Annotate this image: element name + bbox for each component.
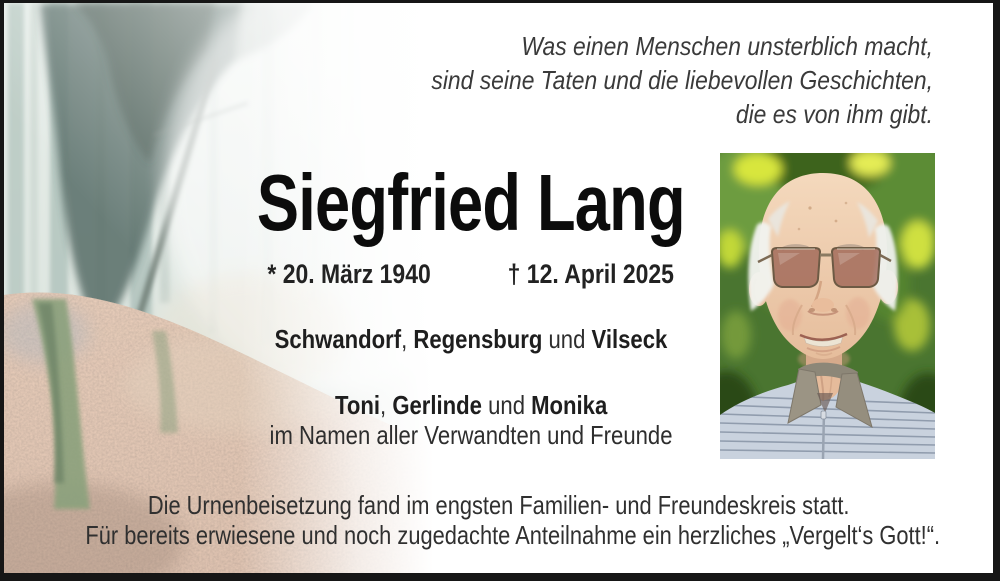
- family-line: [162, 389, 780, 421]
- death-date: † 12. April 2025: [507, 259, 675, 289]
- family-member-name: Toni: [334, 390, 380, 420]
- separator: und: [481, 390, 531, 420]
- separator: und: [542, 324, 592, 354]
- quote-line: die es von ihm gibt.: [735, 99, 933, 129]
- thanks-line: Für bereits erwiesene und noch zugedachte Anteilnahme ein herzliches „Vergelt‘s Gott!“.: [85, 520, 941, 550]
- funeral-info-line: Die Urnenbeisetzung fand im engsten Familien- und Freundeskreis statt.: [147, 490, 850, 520]
- family-subline: im Namen aller Verwandten und Freunde: [269, 420, 673, 450]
- birth-date: * 20. März 1940: [267, 259, 431, 289]
- town-name: Regensburg: [413, 324, 543, 354]
- town-name: Vilseck: [591, 324, 668, 354]
- deceased-name: Siegfried Lang: [257, 158, 685, 247]
- family-member-name: Gerlinde: [392, 390, 482, 420]
- quote-line: sind seine Taten und die liebevollen Geschichten,: [431, 65, 933, 95]
- separator: ,: [401, 324, 414, 354]
- towns-line: [162, 323, 780, 355]
- town-name: Schwandorf: [274, 324, 402, 354]
- life-dates: [162, 259, 780, 289]
- quote-line: Was einen Menschen unsterblich macht,: [521, 31, 933, 61]
- family-member-name: Monika: [530, 390, 608, 420]
- memorial-quote: [363, 29, 933, 131]
- separator: ,: [379, 390, 393, 420]
- funeral-info: [4, 490, 993, 550]
